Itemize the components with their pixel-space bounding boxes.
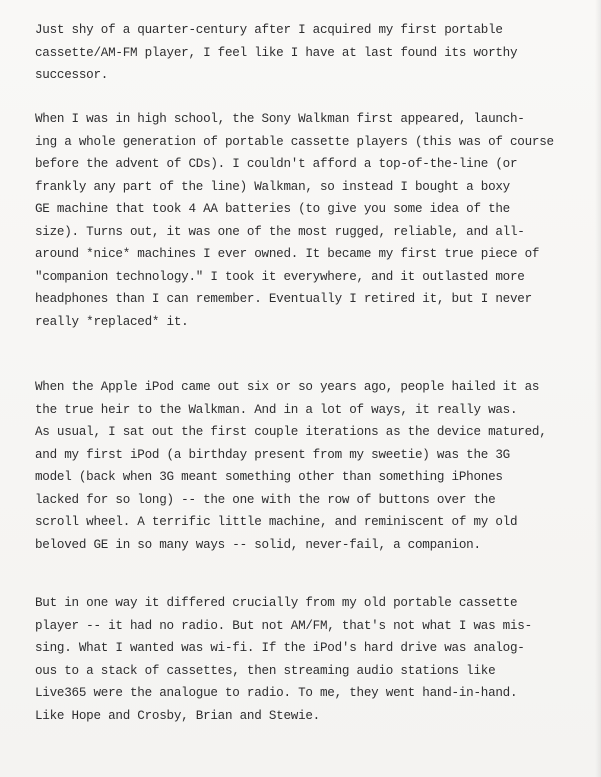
paragraph-2-line-7: around *nice* machines I ever owned. It became my first true piece of [35,247,540,261]
paragraph-4-line-1: But in one way it differed crucially from my old portable cassette [35,596,518,610]
paragraph-4-line-4: ous to a stack of cassettes, then streaming audio stations like [35,663,496,678]
paragraph-3-line-5: model (back when 3G meant something other than something iPhones [35,470,503,484]
paragraph-4-line-6: Like Hope and Crosby, Brian and Stewie. [35,708,320,723]
paragraph-1 [35,19,580,87]
paragraph-4-line-5: Live365 were the analogue to radio. To me, they went hand-in-hand. [35,686,518,700]
paragraph-1-line-3: successor. [35,68,109,82]
paragraph-2-line-10: really *replaced* it. [35,314,189,329]
paragraph-4 [35,592,580,727]
paragraph-2-line-8: "companion technology." I took it everywhere, and it outlasted more [35,269,525,284]
paragraph-2-line-1: When I was in high school, the Sony Walkman first appeared, launch- [35,112,525,126]
paragraph-2-line-3: before the advent of CDs). I couldn't afford a top-of-the-line (or [35,157,518,171]
paragraph-2-line-5: GE machine that took 4 AA batteries (to give you some idea of the [35,202,510,216]
paragraph-2-line-9: headphones than I can remember. Eventually I retired it, but I never [35,292,532,306]
paragraph-3 [35,376,580,556]
paragraph-1-line-1: Just shy of a quarter-century after I acquired my first portable [35,23,503,37]
paragraph-3-line-7: scroll wheel. A terrific little machine, and reminiscent of my old [35,515,518,529]
page-edge-shadow [595,0,601,777]
paragraph-2-line-6: size). Turns out, it was one of the most rugged, reliable, and all- [35,224,525,239]
paragraph-3-line-4: and my first iPod (a birthday present from my sweetie) was the 3G [35,447,510,462]
paragraph-4-line-3: sing. What I wanted was wi-fi. If the iPod's hard drive was analog- [35,641,525,655]
paragraph-2-line-4: frankly any part of the line) Walkman, so instead I bought a boxy [35,179,510,194]
paragraph-2 [35,108,580,333]
paragraph-3-line-6: lacked for so long) -- the one with the row of buttons over the [35,492,496,507]
paragraph-3-line-3: As usual, I sat out the first couple iterations as the device matured, [35,425,547,439]
paragraph-3-line-8: beloved GE in so many ways -- solid, never-fail, a companion. [35,537,481,552]
paragraph-4-line-2: player -- it had no radio. But not AM/FM, that's not what I was mis- [35,618,532,633]
paragraph-3-line-1: When the Apple iPod came out six or so years ago, people hailed it as [35,380,540,394]
paragraph-2-line-2: ing a whole generation of portable cassette players (this was of course [35,134,554,149]
paragraph-3-line-2: the true heir to the Walkman. And in a lot of ways, it really was. [35,402,518,417]
paragraph-1-line-2: cassette/AM-FM player, I feel like I have at last found its worthy [35,45,518,60]
